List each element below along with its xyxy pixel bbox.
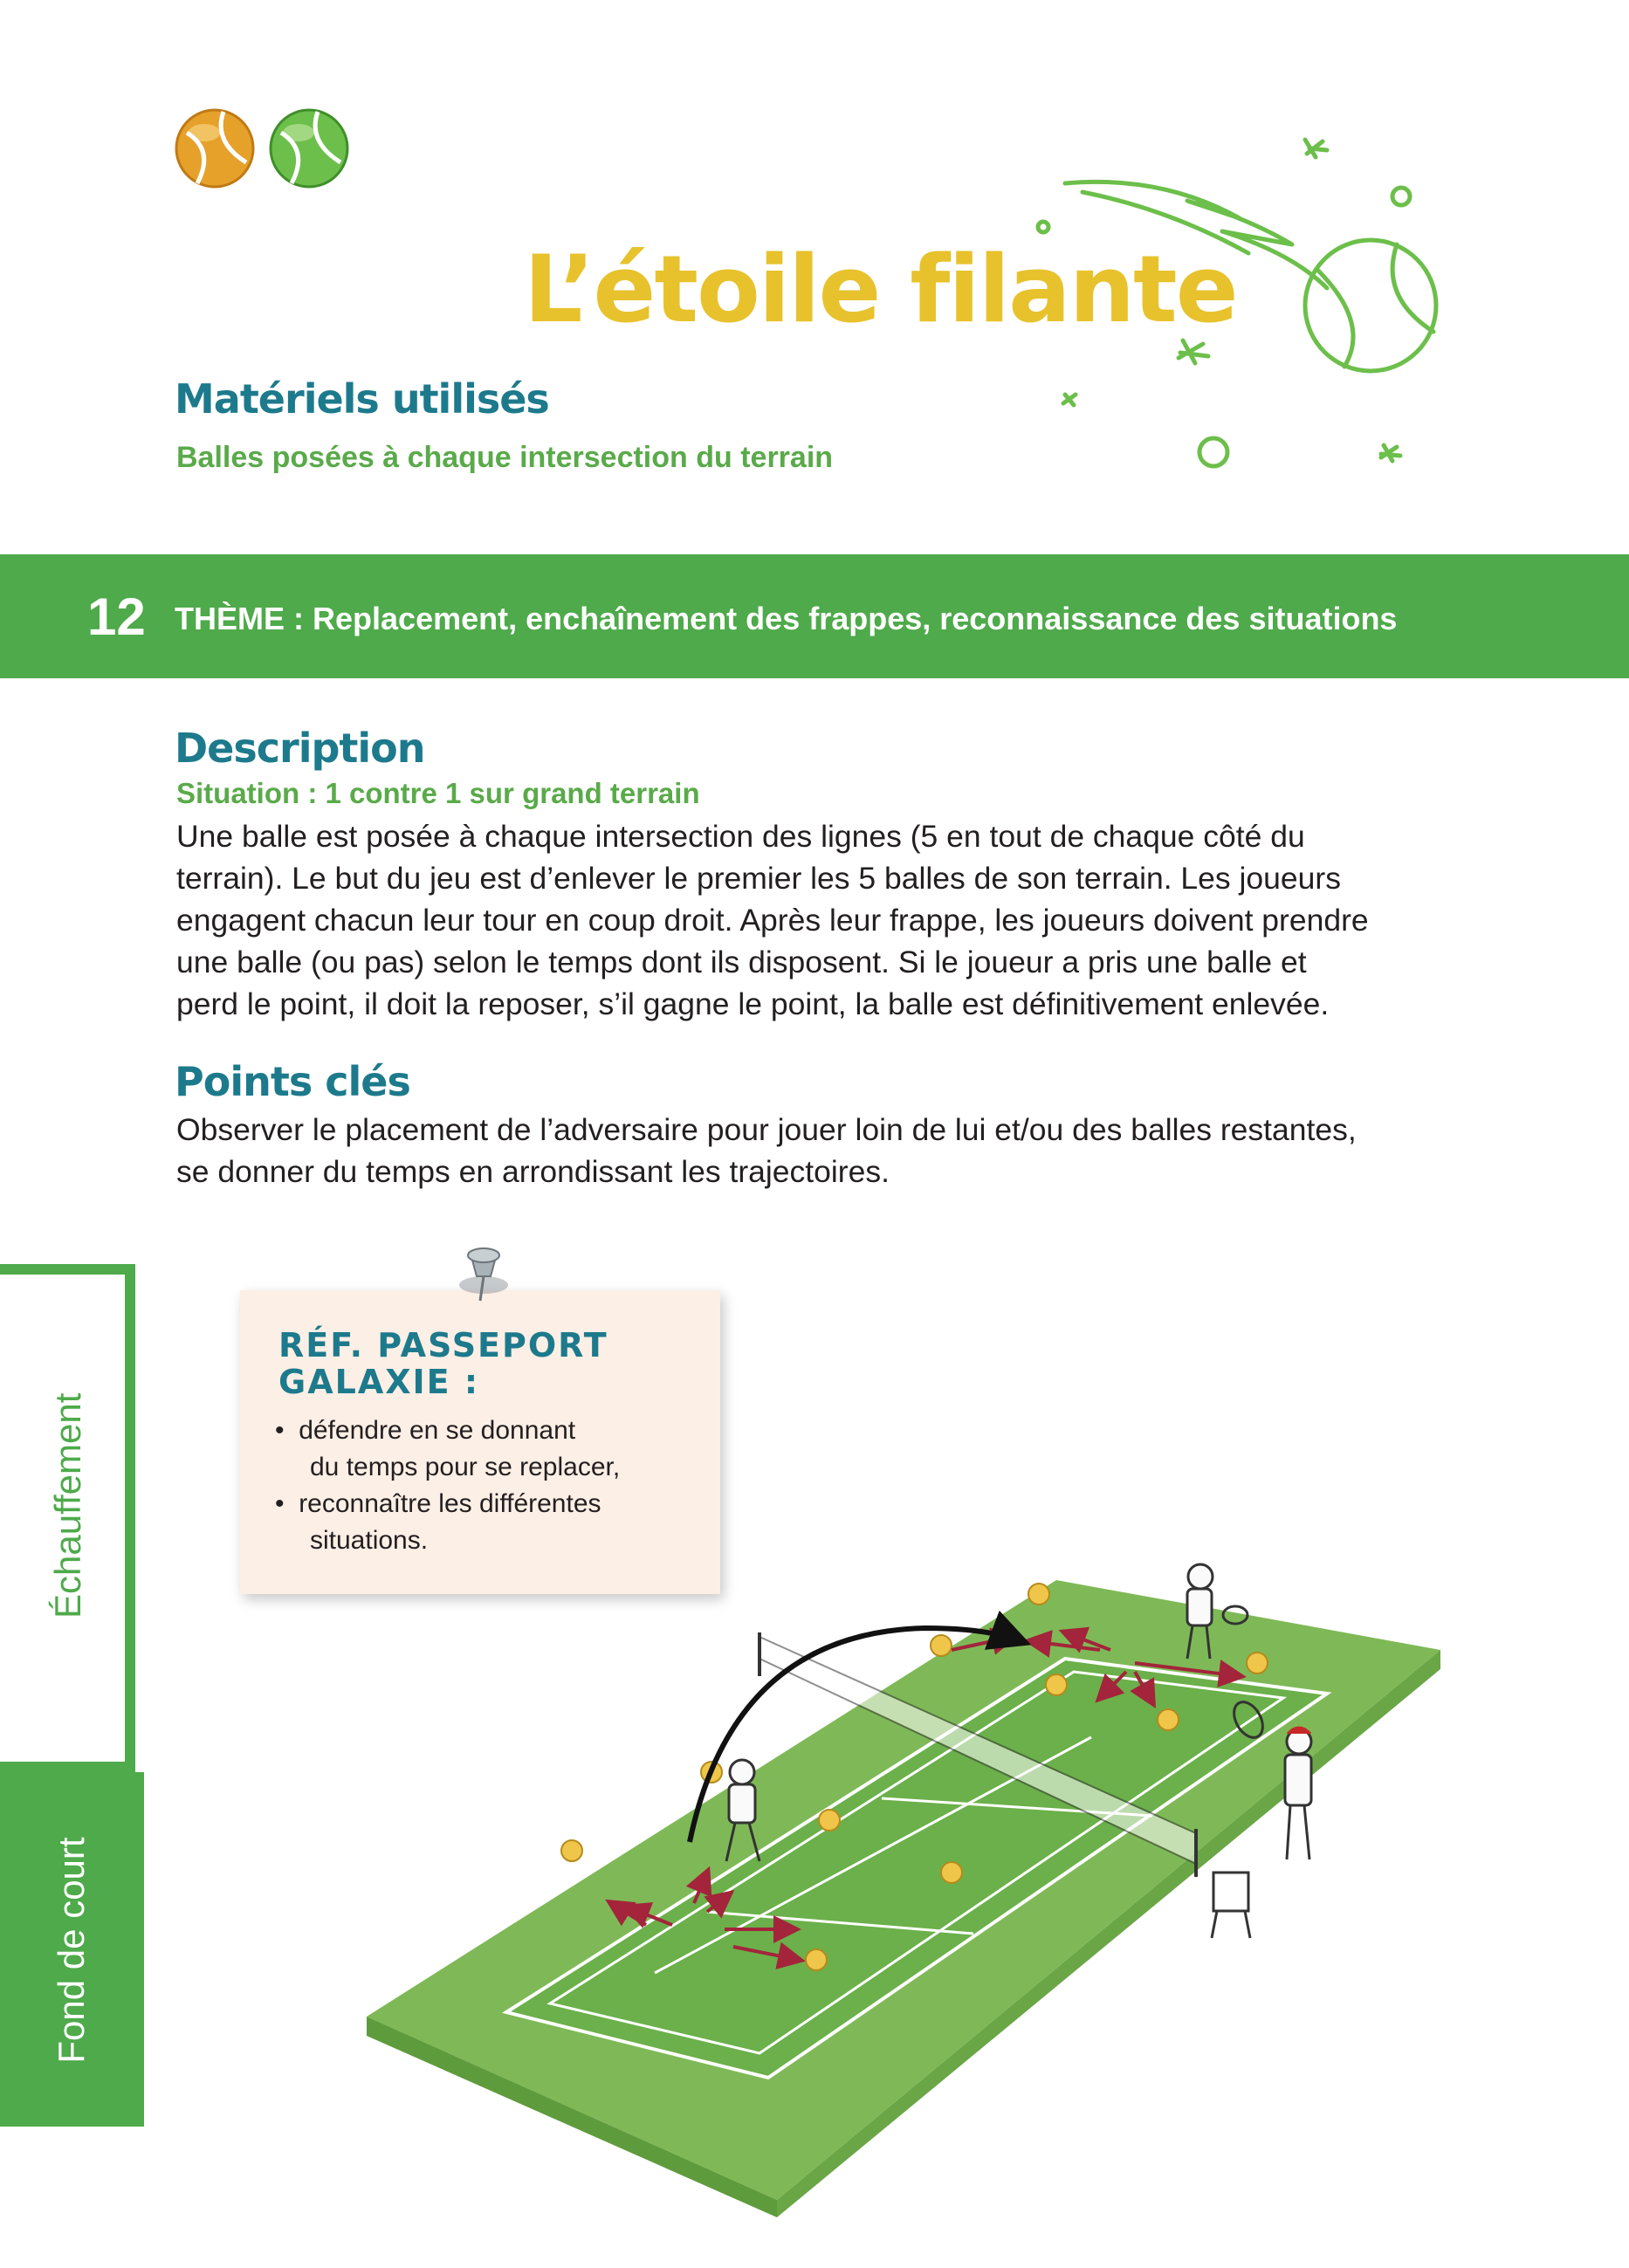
description-line: une balle (ou pas) selon le temps dont ils disposent. Si le joueur a pris une balle et <box>176 945 1307 979</box>
green-ball-icon <box>271 110 347 187</box>
court-illustration <box>323 1519 1458 2217</box>
sidebar-label-baseline: Fond de court <box>51 1837 92 2064</box>
materials-text: Balles posées à chaque intersection du terrain <box>176 441 834 474</box>
theme-text: Replacement, enchaînement des frappes, reconnaissance des situations <box>313 601 1398 636</box>
note-item-text: défendre en se donnant <box>299 1416 576 1445</box>
pushpin-icon <box>445 1240 524 1318</box>
sidebar-label-warmup: Échauffement <box>47 1392 88 1619</box>
note-item-cont: du temps pour se replacer, <box>310 1453 621 1481</box>
description-line: Une balle est posée à chaque intersection des lignes (5 en tout de chaque côté du <box>176 819 1305 854</box>
key-points-line: Observer le placement de l’adversaire pour jouer loin de lui et/ou des balles restantes, <box>176 1112 1357 1147</box>
note-title <box>278 1327 608 1400</box>
note-item-cont: situations. <box>310 1526 429 1555</box>
description-heading: Description <box>175 725 425 772</box>
key-points-body <box>176 1109 1468 1192</box>
situation-text: Situation : 1 contre 1 sur grand terrain <box>176 777 700 809</box>
materials-heading: Matériels utilisés <box>175 375 549 423</box>
note-item-text: reconnaître les différentes <box>299 1489 601 1518</box>
theme-label: THÈME : <box>175 601 304 636</box>
key-points-heading: Points clés <box>175 1058 410 1105</box>
page-title: L’étoile filante <box>524 236 1237 343</box>
level-balls <box>171 107 363 194</box>
description-line: terrain). Le but du jeu est d’enlever le premier les 5 balles de son terrain. Les joueurs <box>176 861 1341 896</box>
orange-ball-icon <box>176 110 253 187</box>
description-body <box>176 815 1468 1025</box>
key-points-line: se donner du temps en arrondissant les trajectoires. <box>176 1154 890 1189</box>
note-title-line: GALAXIE : <box>278 1363 480 1401</box>
note-item: • défendre en se donnant <box>275 1416 576 1445</box>
note-title-line: RÉF. PASSEPORT <box>278 1326 608 1364</box>
description-line: perd le point, il doit la reposer, s’il gagne le point, la balle est définitivement enlevée. <box>176 986 1330 1021</box>
theme-line <box>175 601 1397 637</box>
description-line: engagent chacun leur tour en coup droit. Après leur frappe, les joueurs doivent prendre <box>176 903 1369 938</box>
note-item: • reconnaître les différentes <box>275 1489 601 1518</box>
exercise-number: 12 <box>87 588 146 646</box>
